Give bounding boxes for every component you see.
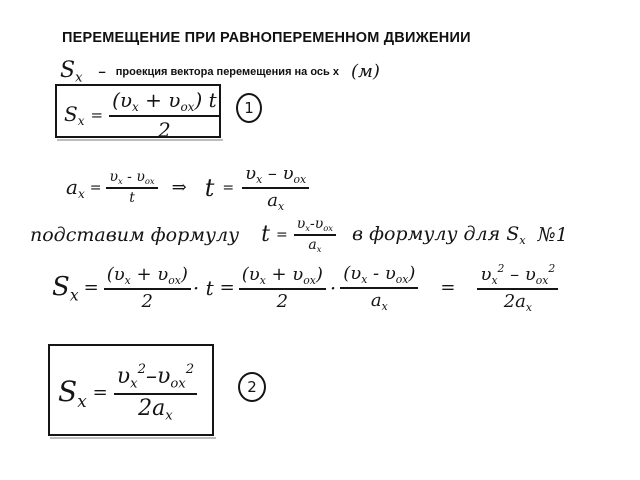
formula-1-number-badge: 1	[236, 93, 262, 123]
derivation-fraction-3	[340, 263, 418, 313]
acceleration-formula	[66, 163, 309, 213]
derivation-fraction-2	[239, 264, 326, 312]
acceleration-equals: =	[89, 179, 102, 196]
substitution-sentence	[30, 216, 568, 254]
derivation-fraction-2-numerator: $(\upsilon_x + \upsilon_{ox})$	[241, 263, 323, 287]
formula-1-fraction	[109, 88, 220, 142]
formula-1-numerator: $(\upsilon_x + \upsilon_{ox})$ t	[112, 88, 217, 115]
derivation-fraction-1-denominator: 2	[141, 290, 153, 312]
page-title: ПЕРЕМЕЩЕНИЕ ПРИ РАВНОПЕРЕМЕННОМ ДВИЖЕНИИ	[62, 30, 471, 46]
derivation-equals-2: =	[219, 277, 235, 299]
formula-1	[64, 88, 220, 142]
formula-2-equals: =	[92, 382, 108, 404]
projection-definition	[60, 58, 380, 86]
derivation-fraction-3-numerator: $(\upsilon_x - \upsilon_{ox})$	[343, 263, 416, 286]
time-denominator: $a_x$	[267, 189, 285, 213]
derivation-equals-3: =	[440, 277, 456, 299]
acceleration-denominator: t	[129, 190, 135, 207]
formula-2-lhs: $S_x$	[58, 374, 87, 411]
derivation-dot-t: · t	[192, 275, 214, 300]
formula-2-number-badge: 2	[238, 372, 266, 402]
derivation-fraction-4-numerator: $\upsilon_x^2 - \upsilon_{ox}^2$	[480, 262, 556, 287]
substitution-text-before: подставим формулу	[30, 223, 240, 246]
projection-symbol: $S_x$	[60, 58, 83, 86]
substitution-numerator: $\upsilon_x-\upsilon_{ox}$	[296, 216, 334, 233]
derivation-fraction-2-denominator: 2	[276, 290, 289, 312]
formula-2	[58, 362, 197, 423]
acceleration-lhs: $a_x$	[66, 174, 85, 201]
derivation-formula	[52, 262, 558, 314]
derivation-fraction-1-numerator: $(\upsilon_x + \upsilon_{ox})$	[106, 263, 188, 287]
implies-arrow: ⇒	[171, 177, 187, 199]
derivation-fraction-1	[104, 264, 191, 312]
time-lhs: t	[204, 173, 215, 202]
time-equals: =	[222, 179, 235, 196]
formula-2-fraction	[114, 362, 197, 423]
formula-1-equals: =	[90, 106, 104, 125]
substitution-fraction	[294, 216, 336, 254]
time-fraction	[242, 163, 309, 213]
acceleration-fraction	[106, 169, 157, 206]
derivation-equals-1: =	[83, 277, 99, 299]
derivation-fraction-3-denominator: $a_x$	[370, 289, 388, 313]
formula-1-lhs: $S_x$	[64, 102, 85, 129]
projection-text: проекция вектора перемещения на ось х	[115, 65, 339, 78]
substitution-text-after: в формулу для $S_x$	[352, 222, 526, 247]
formula-2-denominator: $2a_x$	[138, 395, 173, 424]
time-numerator: $\upsilon_x - \upsilon_{ox}$	[245, 163, 307, 186]
substitution-t: t	[261, 222, 271, 248]
substitution-number: №1	[537, 223, 568, 246]
derivation-lhs: $S_x$	[52, 271, 79, 305]
derivation-fraction-4	[477, 262, 558, 314]
acceleration-numerator: $\upsilon_x - \upsilon_{ox}$	[109, 169, 155, 187]
derivation-fraction-4-denominator: $2a_x$	[503, 290, 533, 314]
formula-1-denominator: 2	[157, 118, 171, 143]
derivation-dot: ·	[329, 275, 337, 300]
substitution-equals: =	[276, 226, 288, 243]
substitution-denominator: $a_x$	[308, 236, 322, 254]
projection-dash: –	[98, 64, 106, 80]
formula-2-numerator: $\upsilon_x^2-\upsilon_{ox}^2$	[116, 362, 195, 392]
projection-unit: (м)	[350, 61, 380, 83]
